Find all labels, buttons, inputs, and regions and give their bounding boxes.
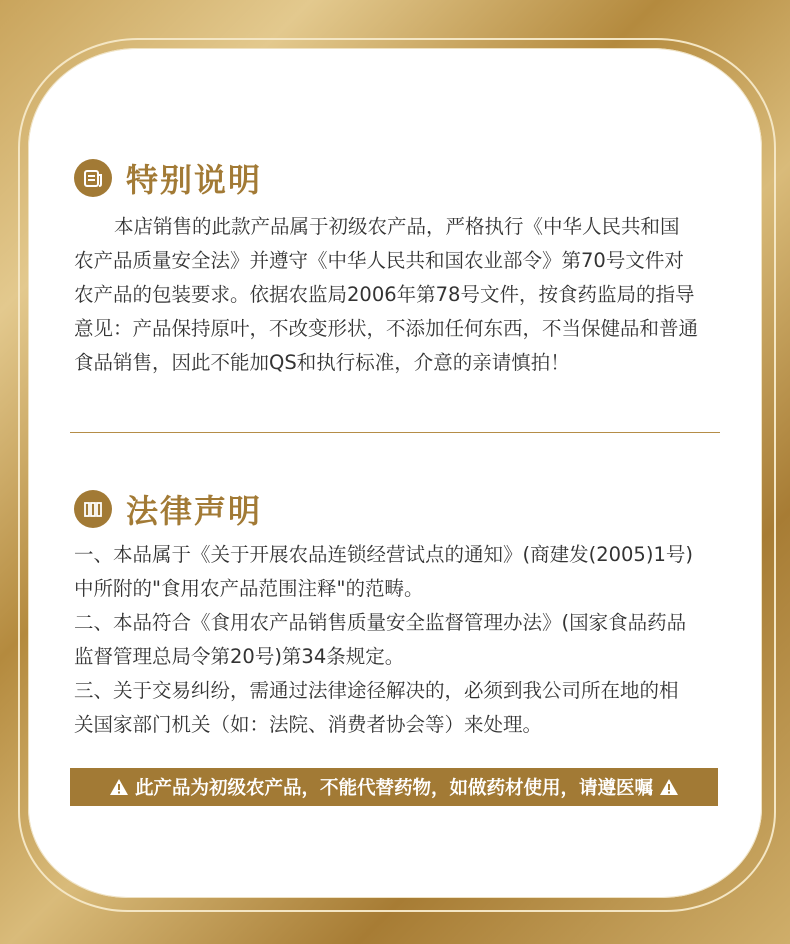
legal-section-header (74, 486, 262, 532)
special-line: 本店销售的此款产品属于初级农产品，严格执行《中华人民共和国 (114, 215, 680, 238)
legal-line: 二、本品符合《食用农产品销售质量安全监督管理办法》(国家食品药品 (74, 611, 687, 634)
special-line: 意见：产品保持原叶，不改变形状，不添加任何东西，不当保健品和普通 (74, 317, 699, 340)
special-title: 特别说明 (126, 161, 263, 199)
legal-line: 关国家部门机关（如：法院、消费者协会等）来处理。 (74, 713, 543, 736)
section-divider (70, 432, 720, 433)
special-paragraph (74, 210, 734, 380)
legal-paragraph (74, 538, 724, 742)
legal-line: 三、关于交易纠纷，需通过法律途径解决的，必须到我公司所在地的相 (74, 679, 679, 702)
special-section-header (74, 155, 262, 201)
legal-line: 一、本品属于《关于开展农品连锁经营试点的通知》(商建发(2005)1号) (74, 543, 693, 566)
special-line: 农产品质量安全法》并遵守《中华人民共和国农业部令》第70号文件对 (74, 249, 684, 272)
warning-banner (70, 768, 718, 806)
warning-triangle-icon (109, 778, 129, 796)
special-line: 食品销售，因此不能加QS和执行标准，介意的亲请慎拍！ (74, 351, 570, 374)
warning-text: 此产品为初级农产品，不能代替药物，如做药材使用，请遵医嘱 (134, 778, 653, 799)
legal-title: 法律声明 (126, 492, 263, 530)
document-icon (74, 159, 112, 197)
warning-triangle-icon (659, 778, 679, 796)
legal-line: 中所附的"食用农产品范围注释"的范畴。 (74, 577, 424, 600)
special-line: 农产品的包装要求。依据农监局2006年第78号文件，按食药监局的指导 (74, 283, 695, 306)
legal-line: 监督管理总局令第20号)第34条规定。 (74, 645, 405, 668)
books-icon (74, 490, 112, 528)
